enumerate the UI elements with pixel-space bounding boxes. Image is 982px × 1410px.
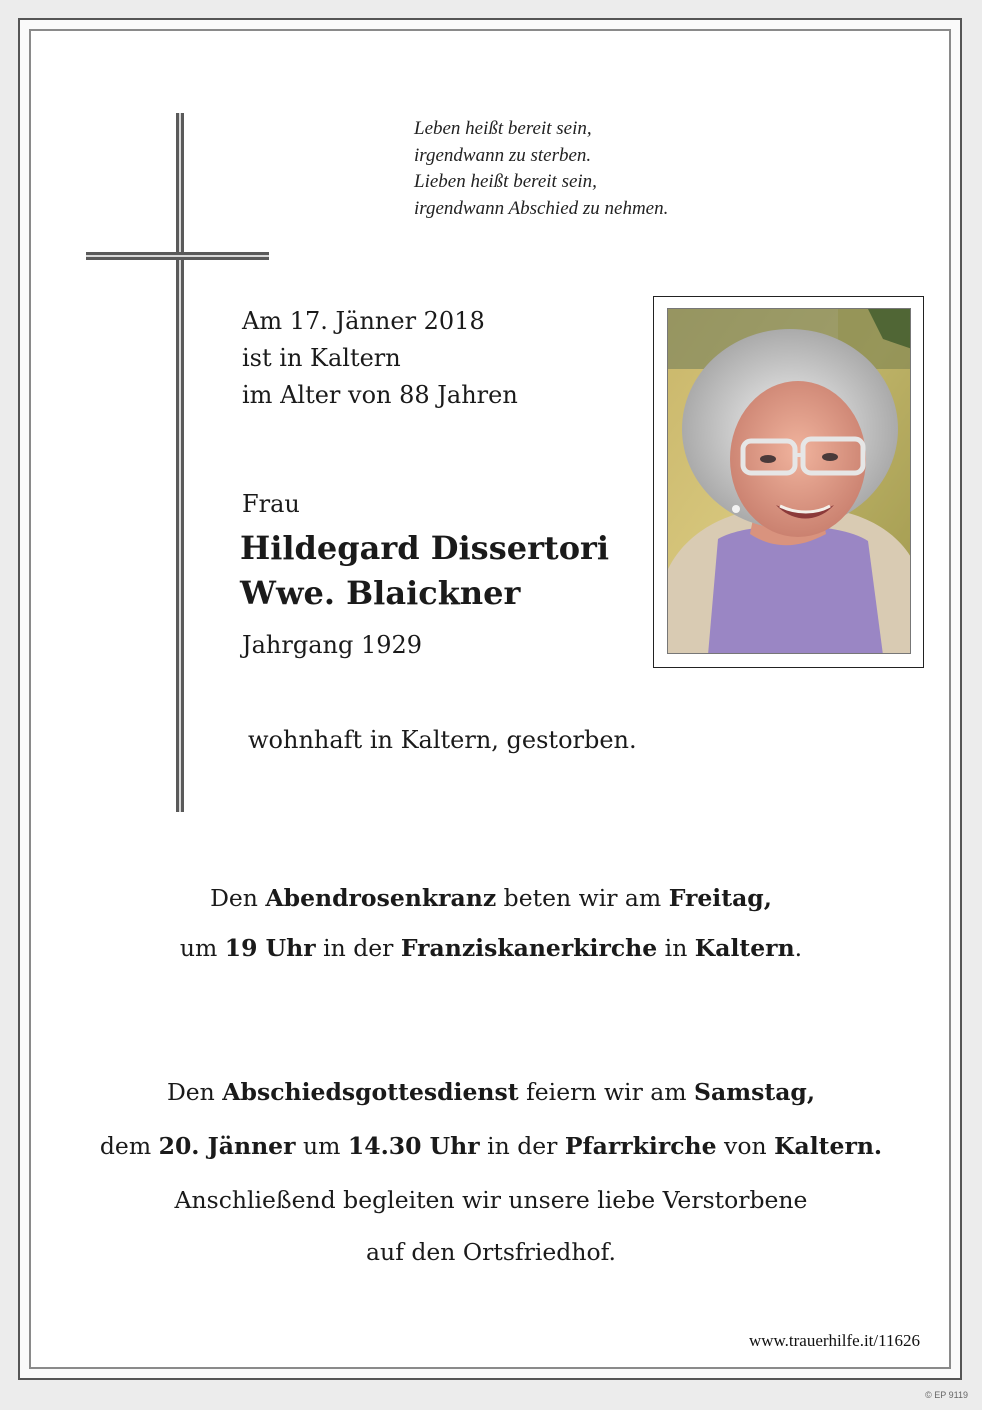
rosary-time: 19 Uhr [224,934,316,962]
death-announcement-intro [242,303,518,414]
funeral-town: Kaltern. [774,1132,883,1160]
birth-year: Jahrgang 1929 [242,631,423,659]
portrait-photo [667,308,911,654]
poem-line: Lieben heißt bereit sein, [414,171,597,192]
cross-horizontal-bar [86,252,269,260]
poem-line: irgendwann Abschied zu nehmen. [414,197,669,219]
rosary-line-2 [40,934,942,962]
funeral-line-2 [40,1132,942,1160]
text: in der [315,934,401,962]
date-line: Am 17. Jänner 2018 [242,307,485,335]
text: in der [479,1132,565,1160]
rosary-day: Freitag, [668,884,772,912]
name-line-2: Wwe. Blaickner [240,574,521,612]
place-line: ist in Kaltern [242,344,401,372]
text: . [794,934,803,962]
print-code: © EP 9119 [925,1390,968,1400]
age-line: im Alter von 88 Jahren [242,381,518,409]
funeral-church: Pfarrkirche [564,1132,717,1160]
text: Den [210,884,266,912]
text: in [657,934,695,962]
rosary-name: Abendrosenkranz [265,884,497,912]
text: um [295,1132,348,1160]
poem-line: Leben heißt bereit sein, [414,118,592,139]
cross-vertical-bar [176,113,184,812]
deceased-name [240,526,609,616]
funeral-time: 14.30 Uhr [347,1132,480,1160]
portrait-image [668,309,911,654]
funeral-line-3: Anschließend begleiten wir unsere liebe Verstorbene [174,1186,808,1214]
residence-line: wohnhaft in Kaltern, gestorben. [248,726,637,754]
rosary-town: Kaltern [694,934,795,962]
funeral-date: 20. Jänner [158,1132,296,1160]
funeral-line-1 [40,1078,942,1106]
funeral-day: Samstag, [694,1078,816,1106]
poem [414,116,814,222]
funeral-service-name: Abschiedsgottesdienst [222,1078,519,1106]
salutation: Frau [242,490,300,518]
funeral-line-4: auf den Ortsfriedhof. [366,1238,616,1266]
name-line-1: Hildegard Dissertori [240,529,610,567]
rosary-church: Franziskanerkirche [400,934,658,962]
poem-line: irgendwann zu sterben. [414,144,592,166]
text: Den [166,1078,223,1106]
text: von [716,1132,775,1160]
text: dem [99,1132,159,1160]
inner-border [29,29,951,1369]
rosary-line-1 [40,884,942,912]
text: um [179,934,225,962]
text: beten wir am [496,884,669,912]
text: feiern wir am [518,1078,695,1106]
website-link[interactable]: www.trauerhilfe.it/11626 [748,1331,920,1350]
